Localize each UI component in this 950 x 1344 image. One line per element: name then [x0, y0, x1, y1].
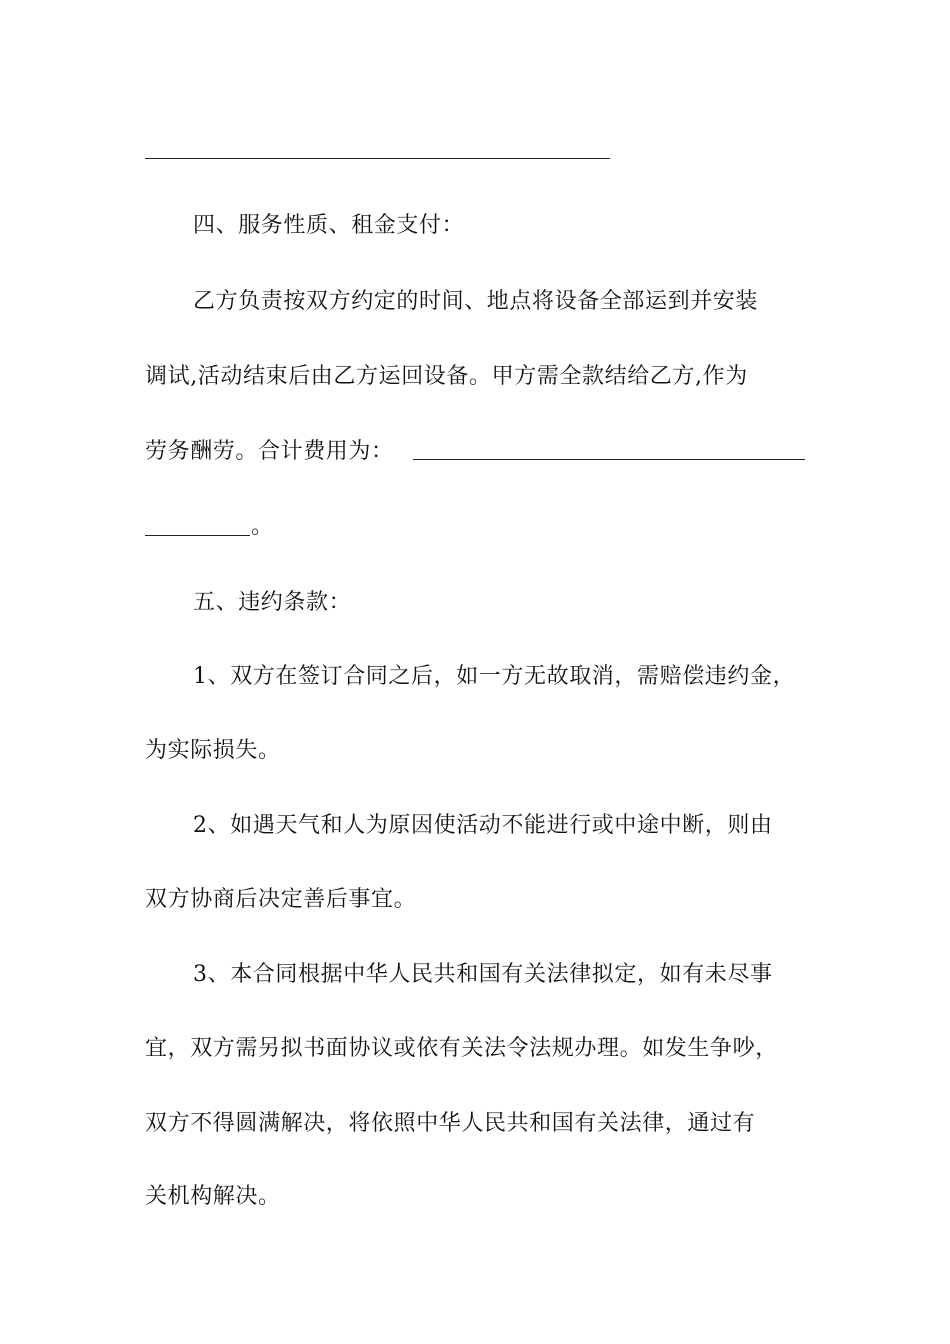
top-blank-line — [145, 158, 610, 159]
section-5-item-3-line-1: 3、本合同根据中华人民共和国有关法律拟定，如有未尽事 — [193, 962, 773, 987]
section-4-line-4: 。 — [251, 514, 274, 539]
section-5-item-2-line-1: 2、如遇天气和人为原因使活动不能进行或中途中断，则由 — [193, 813, 773, 838]
section-4-line-1: 乙方负责按双方约定的时间、地点将设备全部运到并安装 — [193, 289, 759, 314]
section-5-item-2-line-2: 双方协商后决定善后事宜。 — [145, 887, 417, 912]
section-4-line-2: 调试,活动结束后由乙方运回设备。甲方需全款结给乙方,作为 — [145, 364, 748, 389]
section-5-item-1-line-2: 为实际损失。 — [145, 738, 281, 763]
section-4-line-3: 劳务酬劳。合计费用为： — [145, 439, 394, 464]
total-fee-blank-line-continued — [145, 535, 250, 536]
section-5-heading: 五、违约条款： — [193, 590, 352, 615]
section-5-item-1-line-1: 1、双方在签订合同之后，如一方无故取消，需赔偿违约金， — [193, 664, 796, 689]
section-5-item-3-line-3: 双方不得圆满解决，将依照中华人民共和国有关法律，通过有 — [145, 1111, 756, 1136]
section-4-heading: 四、服务性质、租金支付： — [193, 213, 465, 238]
section-5-item-3-line-4: 关机构解决。 — [145, 1184, 281, 1209]
section-5-item-3-line-2: 宜，双方需另拟书面协议或依有关法令法规办理。如发生争吵， — [145, 1036, 778, 1061]
total-fee-blank-line — [413, 459, 805, 460]
